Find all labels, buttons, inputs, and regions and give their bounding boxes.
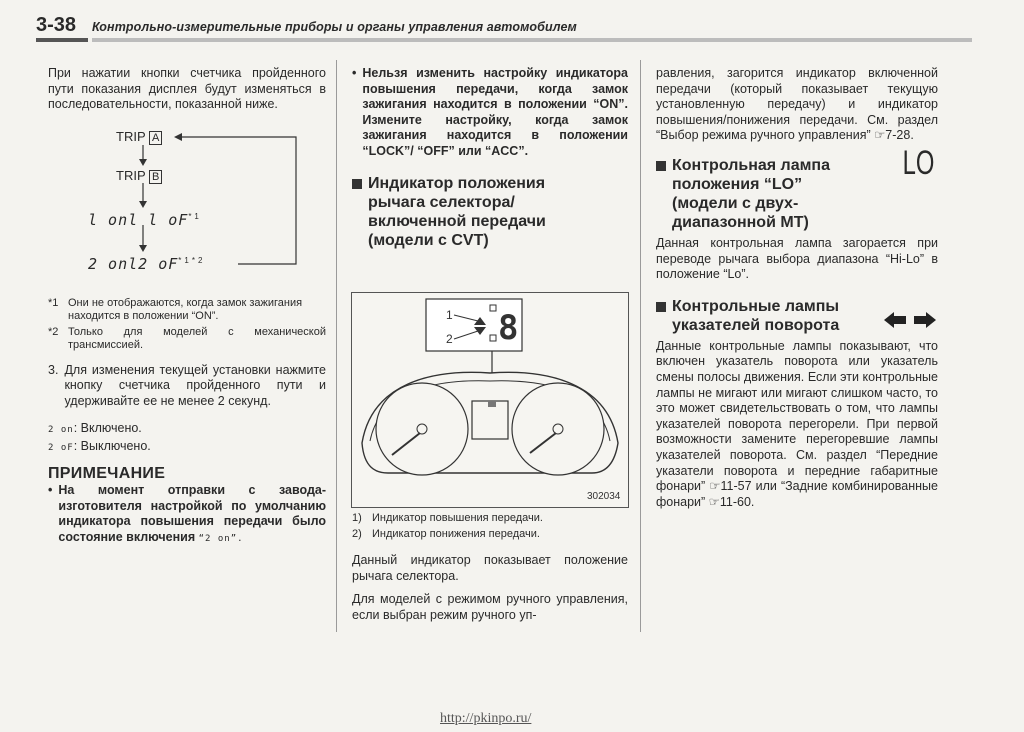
column-middle	[352, 66, 628, 250]
paragraph: Данная контрольная лампа загорается при переводе рычага выбора диапазона “Hi-Lo” в положение “Lo”.	[656, 235, 938, 282]
display-two-on-off: 2 onl2 $oF^{*1*2}$	[88, 254, 206, 273]
watermark-link[interactable]: http://pkinpo.ru/	[440, 711, 532, 726]
section-heading-turn-signals: Контрольные лампы указателей поворота	[656, 297, 938, 335]
heading-square-icon	[656, 161, 666, 171]
intro-paragraph: При нажатии кнопки счетчика пройденного пути показания дисплея будут изменяться в последовательности, показанной ниже.	[48, 66, 326, 112]
footnotes	[48, 297, 326, 353]
paragraph: Для моделей с режимом ручного управления, если выбран режим ручного уп-	[352, 592, 628, 622]
section-title: Контрольно-измерительные приборы и органы управления автомобилем	[92, 20, 577, 34]
heading-square-icon	[352, 179, 362, 189]
column-divider	[640, 60, 641, 632]
footnote: *1 Они не отображаются, когда замок зажигания находится в положении “ON”.	[48, 296, 303, 323]
lo-section	[656, 143, 938, 232]
note-heading: ПРИМЕЧАНИЕ	[48, 464, 166, 482]
page-number: 3-38	[36, 14, 77, 36]
turn-section	[656, 297, 938, 335]
column-divider	[336, 60, 337, 632]
label-2: 2	[446, 332, 453, 346]
header-rule-dark	[36, 38, 88, 42]
legend-off: 2 oF: Выключено.	[48, 438, 151, 453]
instrument-cluster-figure	[351, 292, 629, 508]
list-item-3: 3. Для изменения текущей установки нажмите кнопку счетчика пройденного пути и удерживайте ее не менее 2 секунд.	[48, 362, 326, 408]
label-1: 1	[446, 308, 453, 322]
trip-a-label: TRIP A	[116, 129, 162, 147]
paragraph: Данный индикатор показывает положение рычага селектора.	[352, 553, 628, 583]
gear-digit: 8	[498, 308, 519, 348]
section-heading-gear-indicator: Индикатор положения рычага селектора/ включенной передачи (модели с CVT)	[352, 174, 628, 250]
trip-a-box: A	[149, 131, 162, 145]
paragraph: Данные контрольные лампы показывают, что включен указатель поворота или указатель смены полосы движения. Если эти контрольные лампы не мигают или мигают слишком часто, то это может свидетельствовать о том, что лампы указателей поворота перегорели. При первой возможности замените перегоревшие лампы указателей поворота. См. раздел “Передние указатели поворота и передние габаритные фонари” ☞11-57 или “Задние комбинированные фонари” ☞11-60.	[656, 338, 938, 509]
trip-b-label: TRIP B	[116, 168, 162, 186]
trip-b-box: B	[149, 170, 162, 184]
column-left	[48, 66, 326, 548]
heading-square-icon	[656, 302, 666, 312]
figure-code: 302034	[587, 491, 621, 502]
page-header	[36, 14, 936, 44]
caption: 1) Индикатор повышения передачи.	[352, 512, 543, 524]
lo-indicator-icon: LO	[902, 143, 934, 182]
turn-signal-arrows-icon	[884, 311, 936, 329]
paragraph: равления, загорится индикатор включенной передачи (который показывает текущую установленную передачу) и индикатор повышения/понижения передачи. См. раздел “Выбор режима ручного управления” ☞7-28.	[656, 66, 938, 143]
on-off-legend	[48, 420, 326, 456]
column-right	[656, 66, 938, 518]
note-bullet: • На момент отправки с завода-изготовителя настройкой по умолчанию индикатора повышения передачи было состояние включения “2 on”.	[48, 483, 326, 544]
header-rule	[92, 38, 972, 42]
display-one-on-off: l onl l $oF^{*1}$	[88, 210, 202, 229]
footnote: *2 Только для моделей с механической трансмиссией.	[48, 325, 326, 352]
cluster-illustration	[352, 293, 628, 507]
trip-sequence-diagram	[48, 121, 326, 289]
column-middle-lower	[352, 512, 628, 631]
warning-bullet: • Нельзя изменить настройку индикатора повышения передачи, когда замок зажигания находится в положении “ON”. Измените настройку, когда замок зажигания находится в положении “LOCK”/ “OFF” или “ACC”.	[352, 66, 628, 158]
caption: 2) Индикатор понижения передачи.	[352, 527, 540, 540]
legend-on: 2 on: Включено.	[48, 420, 142, 435]
section-heading-lo: Контрольная лампа положения “LO” (модели с двух- диапазонной МТ)	[656, 156, 938, 232]
